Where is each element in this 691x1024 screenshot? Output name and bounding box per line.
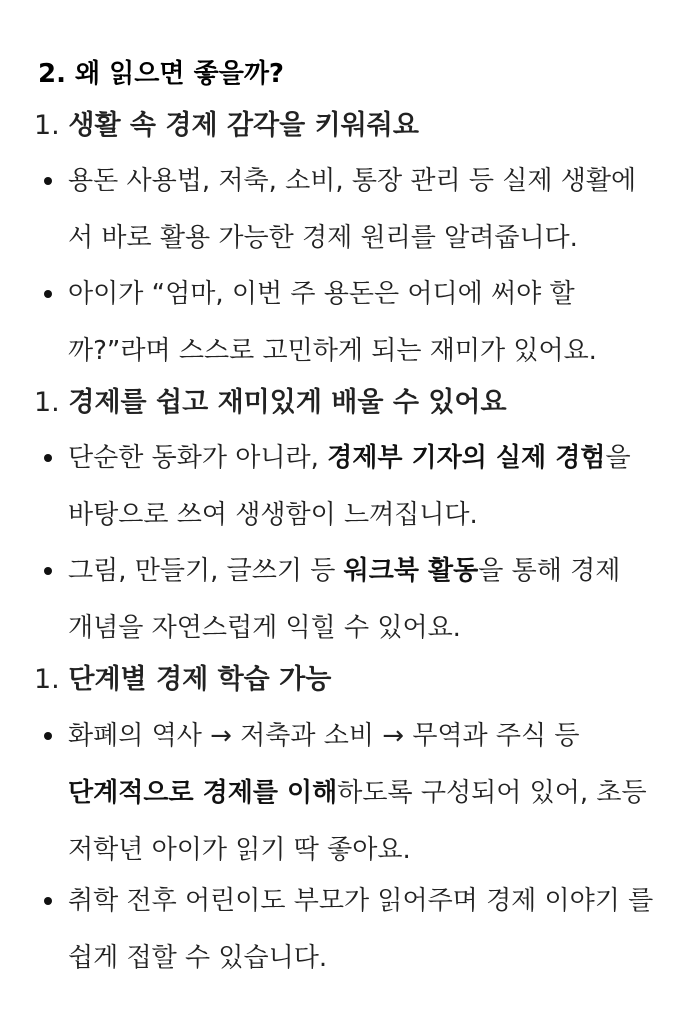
list-item [44,708,664,879]
bullet-dot-icon [44,732,52,740]
point-heading-1 [34,106,419,146]
point-heading-3 [34,660,331,700]
text-segment: 을 바탕으로 쓰여 생생함이 느껴집니다. [68,443,631,530]
list-item [44,873,664,987]
text-segment: 그림, 만들기, 글쓰기 등 [68,556,344,586]
bullet-dot-icon [44,454,52,462]
bullet-dot-icon [44,177,52,185]
text-segment: 하도록 구성되어 있어, 초등 저학년 아이가 읽기 딱 좋아요. [68,778,647,865]
list-item-text: 아이가 “엄마, 이번 주 용돈은 어디에 써야 할 까?”라며 스스로 고민하게 되는 재미가 있어요. [68,279,597,366]
list-item-text: 취학 전후 어린이도 부모가 읽어주며 경제 이야기 를 쉽게 접할 수 있습니다. [68,886,654,973]
point-number: 1. [34,387,60,418]
list-item-text [68,543,658,657]
section-heading: 2. 왜 읽으면 좋을까? [38,59,285,89]
list-item [44,543,664,657]
list-item [44,430,664,544]
point-title: 경제를 쉽고 재미있게 배울 수 있어요 [68,387,507,418]
point-number: 1. [34,110,60,141]
point-title: 단계별 경제 학습 가능 [68,664,332,695]
point-heading-2 [34,383,507,423]
list-item [44,266,664,380]
list-item [44,153,664,267]
text-segment: 단순한 동화가 아니라, [68,443,328,473]
list-item-text [68,708,658,879]
list-item-text: 용돈 사용법, 저축, 소비, 통장 관리 등 실제 생활에 서 바로 활용 가능한 경제 원리를 알려줍니다. [68,166,637,253]
text-segment: 화폐의 역사 → 저축과 소비 → 무역과 주식 등 [68,721,580,751]
text-segment: 을 통해 경제 개념을 자연스럽게 익힐 수 있어요. [68,556,621,643]
point-title: 생활 속 경제 감각을 키워줘요 [68,110,419,141]
point-number: 1. [34,664,60,695]
bold-text: 워크북 활동 [343,556,479,586]
bold-text: 단계적으로 경제를 이해 [68,778,338,808]
list-item-text [68,430,658,544]
bullet-dot-icon [44,567,52,575]
bold-text: 경제부 기자의 실제 경험 [327,443,606,473]
bullet-dot-icon [44,897,52,905]
bullet-dot-icon [44,290,52,298]
